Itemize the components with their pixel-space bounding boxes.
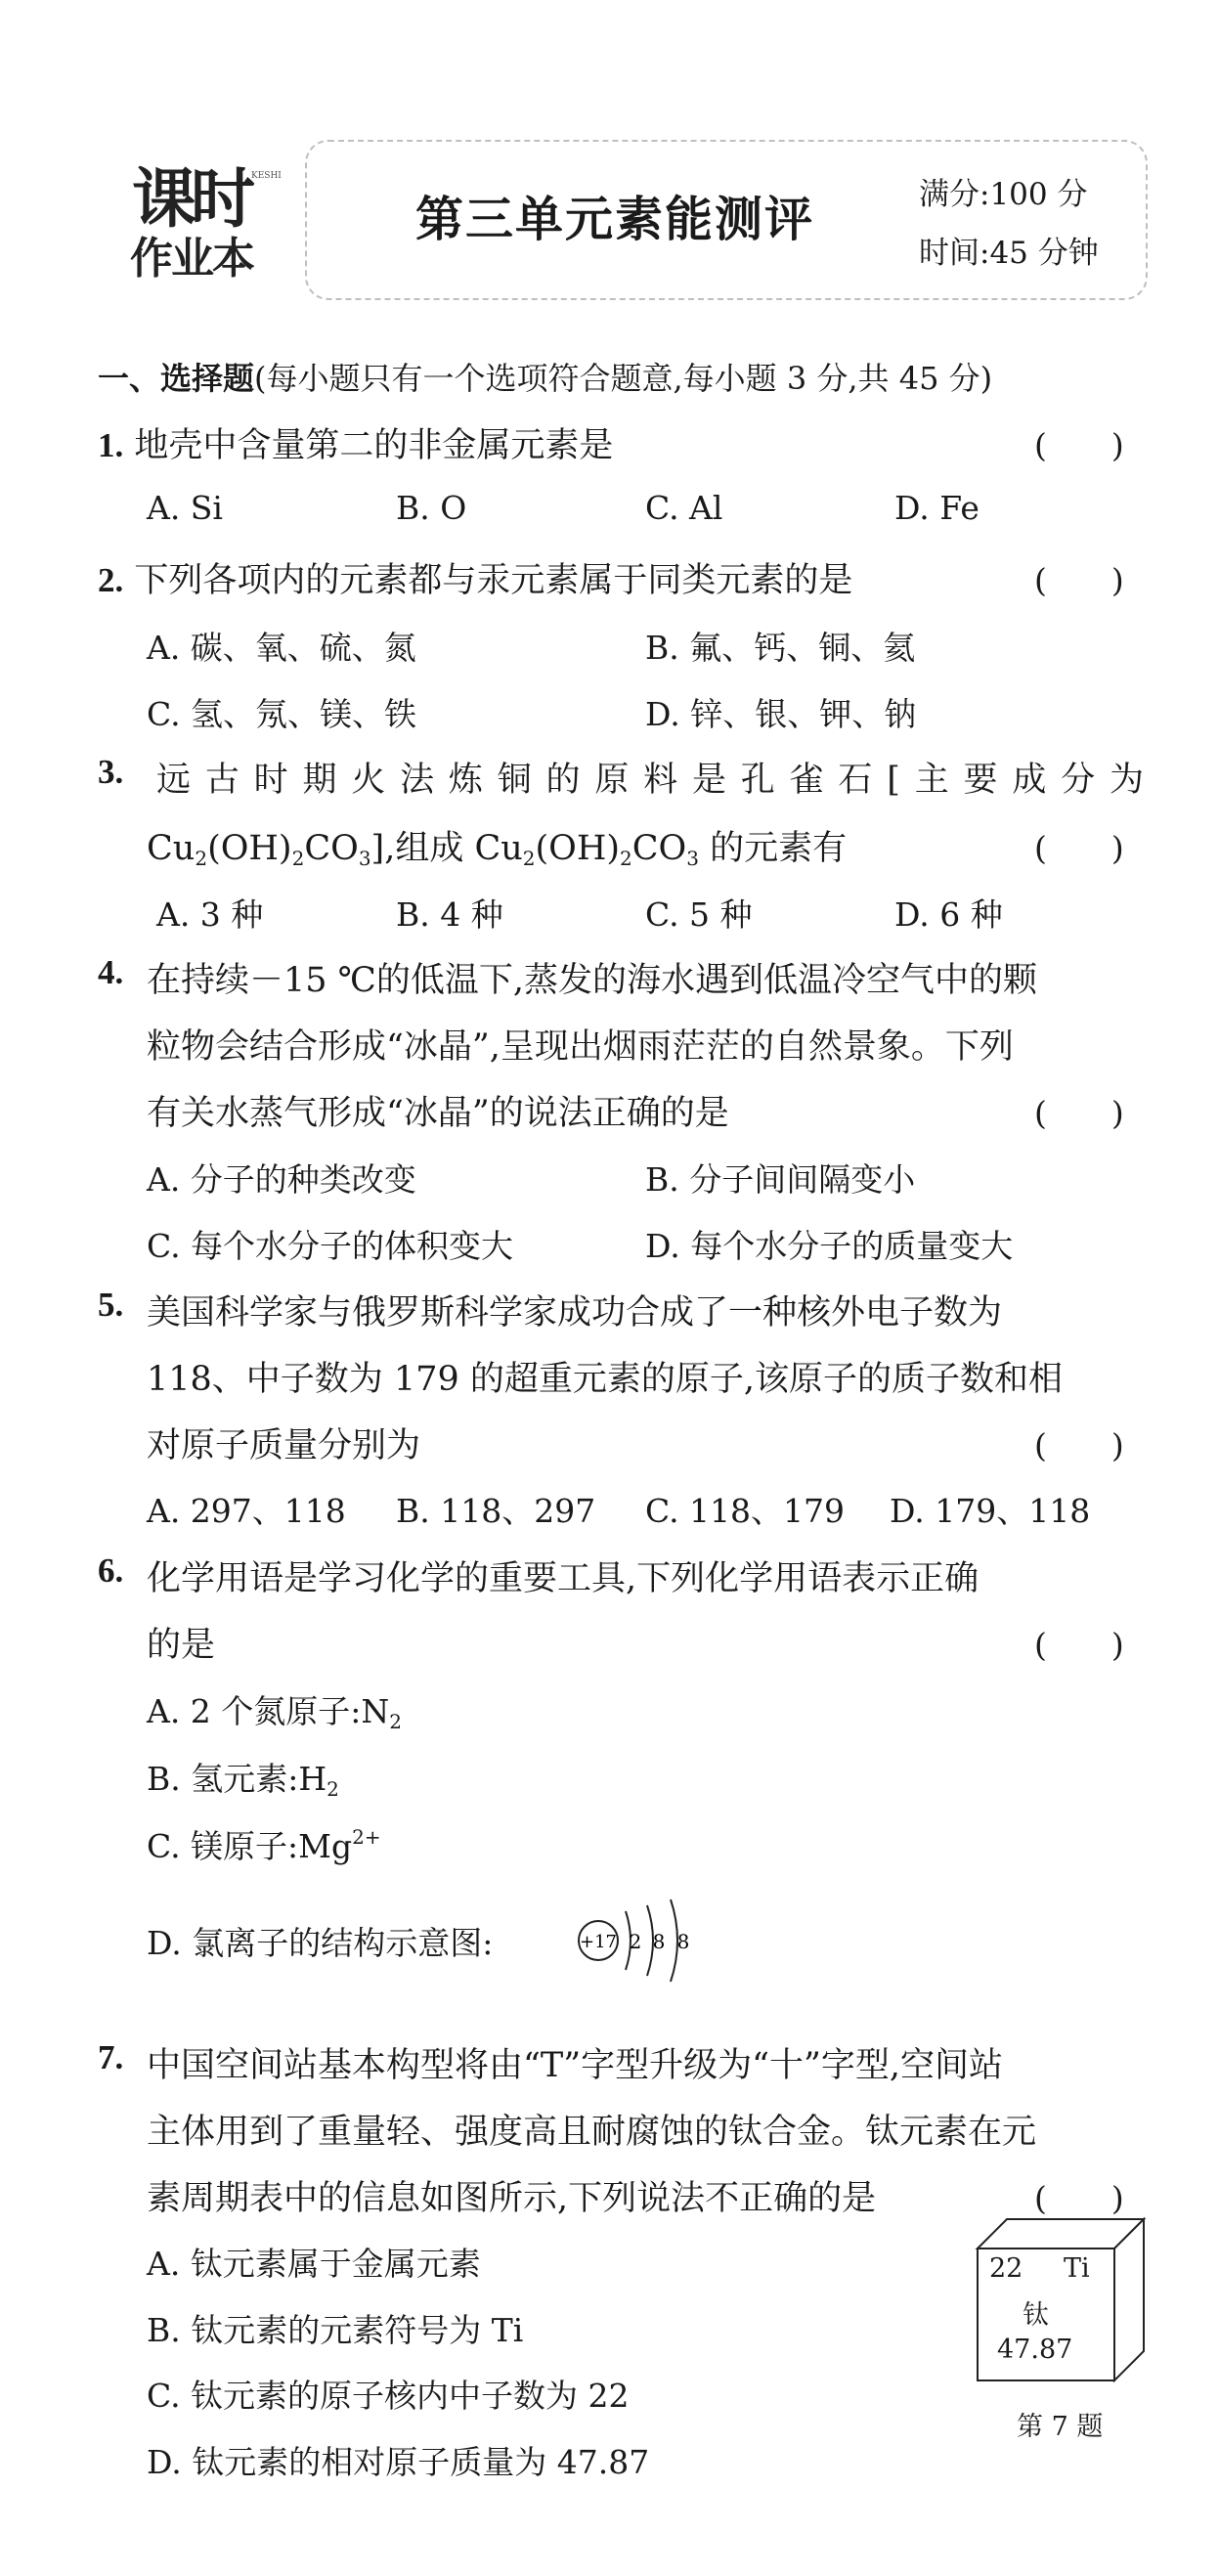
option-a — [147, 1686, 402, 1733]
option-d: D. 钛元素的相对原子质量为 47.87 — [147, 2443, 650, 2481]
atomic-mass: 47.87 — [997, 2335, 1073, 2365]
section-heading — [98, 354, 992, 399]
question-3-number: 3. — [98, 753, 124, 791]
question-4-line-3: 有关水蒸气形成“冰晶”的说法正确的是 — [147, 1094, 729, 1133]
chloride-ion-structure-diagram — [577, 1882, 714, 1999]
option-d: D. Fe — [894, 489, 980, 527]
answer-bracket[interactable]: ( ) — [1034, 829, 1124, 867]
full-score: 满分:100 分 — [919, 177, 1088, 212]
question-5-number: 5. — [98, 1286, 124, 1324]
question-3-line-1: 远古时期火法炼铜的原料是孔雀石[主要成分为 — [156, 761, 1144, 800]
option-a: A. 3 种 — [156, 895, 264, 934]
option-b: B. 4 种 — [396, 895, 503, 934]
cube-side-face — [1114, 2219, 1144, 2380]
option-c: C. 5 种 — [645, 895, 753, 934]
option-c-text: C. 镁原子:Mg — [147, 1827, 353, 1865]
question-6-number: 6. — [98, 1551, 124, 1590]
subscript: 2 — [291, 847, 305, 870]
question-5-line-2: 118、中子数为 179 的超重元素的原子,该原子的质子数和相 — [147, 1360, 1063, 1399]
question-7-line-2: 主体用到了重量轻、强度高且耐腐蚀的钛合金。钛元素在元 — [147, 2113, 1037, 2152]
formula-part: (OH) — [535, 829, 621, 868]
nucleus-charge: +17 — [580, 1932, 617, 1952]
question-6-line-1: 化学用语是学习化学的重要工具,下列化学用语表示正确 — [147, 1559, 980, 1598]
question-7-line-3: 素周期表中的信息如图所示,下列说法不正确的是 — [147, 2179, 877, 2218]
subscript: 2 — [327, 1777, 339, 1801]
answer-bracket[interactable]: ( ) — [1034, 561, 1124, 599]
subscript: 2 — [389, 1710, 403, 1733]
option-c: C. Al — [645, 489, 723, 527]
option-a: A. 碳、氧、硫、氮 — [147, 629, 416, 667]
shell-electrons-2: 8 — [652, 1930, 666, 1953]
formula-part: ],组成 Cu — [370, 829, 523, 868]
logo-top-text: 课时 — [132, 161, 249, 237]
option-b: B. 118、297 — [396, 1492, 596, 1530]
question-3-number-wrap — [98, 753, 123, 792]
question-5-line-1: 美国科学家与俄罗斯科学家成功合成了一种核外电子数为 — [147, 1293, 1003, 1332]
subscript: 2 — [620, 847, 632, 870]
option-b: B. O — [396, 489, 467, 527]
question-5-number-wrap — [98, 1286, 123, 1325]
question-4-line-1: 在持续－15 ℃的低温下,蒸发的海水遇到低温冷空气中的颗 — [147, 961, 1037, 1000]
option-a: A. 分子的种类改变 — [147, 1160, 416, 1199]
question-2-number: 2. — [98, 561, 124, 599]
section-note: (每小题只有一个选项符合题意,每小题 3 分,共 45 分) — [254, 360, 993, 397]
subscript: 2 — [195, 847, 208, 870]
option-a-text: A. 2 个氮原子:N — [147, 1692, 390, 1730]
question-7-number-wrap — [98, 2038, 123, 2077]
answer-bracket[interactable]: ( ) — [1034, 1626, 1124, 1664]
option-c: C. 氢、氖、镁、铁 — [147, 695, 417, 733]
question-6-line-2: 的是 — [147, 1626, 216, 1665]
logo-bottom-text: 作业本 — [130, 234, 253, 284]
option-d: D. 氯离子的结构示意图: — [147, 1924, 494, 1962]
option-d: D. 每个水分子的质量变大 — [645, 1227, 1014, 1265]
option-a: A. 钛元素属于金属元素 — [147, 2245, 481, 2283]
answer-bracket[interactable]: ( ) — [1034, 426, 1124, 464]
formula-part: 的元素有 — [699, 829, 848, 868]
page-title: 第三单元素能测评 — [415, 191, 815, 247]
option-b: B. 氟、钙、铜、氦 — [645, 629, 916, 667]
formula-part: CO — [631, 829, 687, 868]
answer-bracket[interactable]: ( ) — [1034, 1094, 1124, 1132]
question-2-text: 下列各项内的元素都与汞元素属于同类元素的是 — [134, 561, 853, 600]
option-b: B. 钛元素的元素符号为 Ti — [147, 2311, 524, 2349]
formula-part: CO — [304, 829, 359, 868]
option-c — [147, 1821, 381, 1867]
option-c: C. 每个水分子的体积变大 — [147, 1227, 514, 1265]
formula-part: Cu — [147, 829, 196, 868]
question-4-line-2: 粒物会结合形成“冰晶”,呈现出烟雨茫茫的自然景象。下列 — [147, 1027, 1014, 1067]
question-1-stem — [98, 418, 613, 467]
element-symbol: Ti — [1064, 2253, 1090, 2284]
shell-electrons-3: 8 — [676, 1930, 690, 1953]
option-b-text: B. 氢元素:H — [147, 1760, 327, 1798]
question-4-number: 4. — [98, 953, 124, 991]
time-limit: 时间:45 分钟 — [919, 236, 1099, 271]
question-1-number: 1. — [98, 426, 124, 464]
subscript: 3 — [686, 847, 699, 870]
option-d: D. 6 种 — [894, 895, 1003, 934]
question-5-line-3: 对原子质量分别为 — [147, 1426, 421, 1465]
option-b — [147, 1754, 339, 1801]
superscript: 2+ — [352, 1825, 381, 1849]
question-4-number-wrap — [98, 953, 123, 992]
question-7-line-1: 中国空间站基本构型将由“T”字型升级为“十”字型,空间站 — [147, 2046, 1004, 2085]
answer-bracket[interactable]: ( ) — [1034, 1426, 1124, 1464]
section-title: 一、选择题 — [98, 360, 255, 397]
question-1-text: 地壳中含量第二的非金属元素是 — [134, 426, 614, 465]
option-a: A. 297、118 — [147, 1492, 346, 1530]
answer-bracket[interactable]: ( ) — [1034, 2179, 1124, 2217]
formula-part: (OH) — [207, 829, 292, 868]
atomic-number: 22 — [989, 2253, 1023, 2284]
option-b: B. 分子间间隔变小 — [645, 1160, 916, 1199]
element-name: 钛 — [1023, 2300, 1049, 2331]
shell-electrons-1: 2 — [629, 1930, 642, 1953]
option-d: D. 锌、银、钾、钠 — [645, 695, 917, 733]
subscript: 2 — [522, 847, 536, 870]
figure-caption: 第 7 题 — [1017, 2412, 1104, 2442]
option-c: C. 118、179 — [645, 1492, 846, 1530]
option-d: D. 179、118 — [890, 1492, 1091, 1530]
subscript: 3 — [358, 847, 371, 870]
logo-tiny-text: KESHI — [251, 171, 282, 181]
question-2-stem — [98, 553, 852, 602]
question-7-number: 7. — [98, 2038, 124, 2076]
option-a: A. Si — [147, 489, 223, 527]
question-3-line-2 — [147, 821, 847, 870]
question-6-number-wrap — [98, 1551, 123, 1591]
option-c: C. 钛元素的原子核内中子数为 22 — [147, 2377, 630, 2415]
